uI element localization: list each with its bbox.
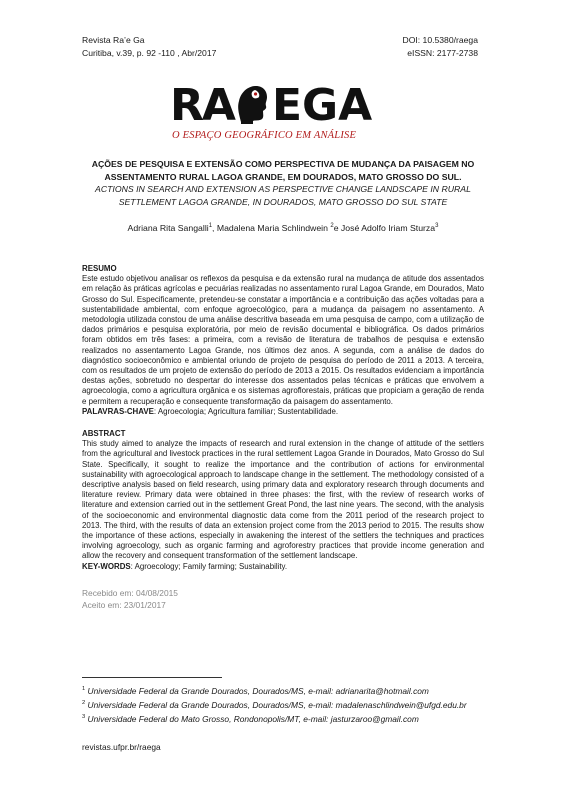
- author-2: , Madalena Maria Schlindwein: [212, 222, 331, 233]
- journal-header-right: [403, 34, 479, 59]
- footnote-text: Universidade Federal do Mato Grosso, Rondonopolis/MT, e-mail: jasturzaroo@gmail.com: [85, 713, 419, 724]
- abstract-keywords-label: KEY-WORDS: [82, 561, 131, 571]
- resumo-heading: RESUMO: [82, 264, 117, 273]
- resumo-keywords: [82, 407, 484, 417]
- footnote-item: [82, 697, 467, 711]
- resumo-keywords-label: PALAVRAS-CHAVE: [82, 406, 154, 416]
- author-list: [82, 220, 484, 234]
- footnote-item: [82, 711, 467, 725]
- abstract-heading: ABSTRACT: [82, 429, 126, 438]
- article-title-pt: AÇÕES DE PESQUISA E EXTENSÃO COMO PERSPECTIVA DE MUDANÇA DA PAISAGEM NO ASSENTAMENTO RURAL LAGOA GRANDE, EM DOURADOS, MATO GROSSO DO SUL.: [91, 159, 475, 182]
- accepted-date: Aceito em: 23/01/2017: [82, 599, 166, 610]
- logo-part-ra: RA: [170, 80, 234, 131]
- received-date: Recebido em: 04/08/2015: [82, 588, 178, 598]
- resumo-section: [82, 264, 484, 417]
- logo-wordmark: [170, 82, 372, 130]
- head-silhouette-icon: [235, 84, 269, 124]
- logo-subtitle: O ESPAÇO GEOGRÁFICO EM ANÁLISE: [172, 130, 357, 141]
- footnote-number: 2: [82, 699, 86, 706]
- page-footer-url: revistas.ufpr.br/raega: [82, 742, 161, 752]
- eissn: eISSN: 2177-2738: [407, 47, 478, 58]
- abstract-section: [82, 429, 484, 572]
- journal-issue: Curitiba, v.39, p. 92 -110 , Abr/2017: [82, 47, 217, 58]
- footnote-text: Universidade Federal da Grande Dourados, Dourados/MS, e-mail: madalenaschlindwein@ufgd.edu.br: [85, 699, 467, 710]
- abstract-keywords-text: : Agroecology; Family farming; Sustainability.: [130, 561, 288, 571]
- author-1: Adriana Rita Sangalli: [127, 222, 209, 233]
- article-title-en: ACTIONS IN SEARCH AND EXTENSION AS PERSPECTIVE CHANGE LANDSCAPE IN RURAL SETTLEMENT LAGOA GRANDE, IN DOURADOS, MATO GROSSO DO SUL STATE: [95, 184, 471, 207]
- footnote-number: 1: [82, 686, 86, 692]
- author-3-affil: 3: [435, 223, 439, 229]
- author-1-affil: 1: [208, 223, 213, 229]
- footnotes: [82, 683, 467, 724]
- journal-header-left: [82, 34, 216, 59]
- abstract-keywords: [82, 562, 484, 572]
- footnote-item: [82, 683, 467, 697]
- doi: DOI: 10.5380/raega: [402, 35, 478, 45]
- footnote-number: 3: [82, 713, 86, 720]
- footnote-divider: [82, 677, 222, 678]
- journal-name: Revista Ra’e Ga: [82, 35, 145, 45]
- resumo-keywords-text: : Agroecologia; Agricultura familiar; Sustentabilidade.: [153, 406, 339, 416]
- submission-dates: [82, 588, 178, 611]
- author-3: e José Adolfo Iriam Sturza: [333, 222, 436, 233]
- journal-logo: [170, 82, 400, 146]
- resumo-body: Este estudo objetivou analisar os reflexos da pesquisa e da extensão rural na mudança de atitude dos assentados em relação às práticas agrícolas e pecuárias realizadas no assentamento rural Lagoa Grande, em Dourados, Mato Grosso do Sul. Especificamente, pretendeu-se constatar a importância e a contribuição das ações voltadas para a sustentabilidade ambiental, com enfoque agroecológico, para a mudança da paisagem no assentamento. A metodologia utilizada constou de uma análise descritiva baseada em uma pesquisa de campo, com a utilização de dados primários e pesquisa exploratória, por meio de revisão documental e bibliográfica. Os dados primários foram obtidos em três fases: a primeira, com a revisão de literatura de trabalhos de pesquisa e extensão realizados no assentamento Lagoa Grande, nos últimos dez anos. A segunda, com a análise de dados do diagnóstico socioeconômico e ambiental oriundo de projeto de pesquisa do período de 2011 a 2013. A terceira, com os resultados de um projeto de extensão do período de 2013 a 2015. Os resultados evidenciam a importância destas ações, sobretudo no despertar do interesse dos assentados pelas técnicas e práticas que envolvem a agroecologia, como a agricultura orgânica e os sistemas agroflorestais, práticas que propiciam a geração de renda e permitem a recuperação e consequente transformação da paisagem do assentamento.: [82, 274, 484, 406]
- abstract-body: This study aimed to analyze the impacts of research and rural extension in the change of attitude of the settlers from the agricultural and livestock practices in the rural settlement Lagoa Grande in Dourados, Mato Grosso do Sul State. Specifically, it sought to realize the importance and the contribution of actions for environmental sustainability with agroecological approach to landscape change in the settlement. The methodology consisted of a descriptive analysis based on field research, using primary data and exploratory research through documents and literature review. Primary data were obtained in three phases: the first, with the review of research works of literature and extension carried out in the settlement Great Pond, the last nine years. The second, with the analysis of the socioeconomic and environmental diagnostic data come from the 2011 period of the research project to 2013. The third, with the results of data an extension project come from the 2013 period to 2015. The results show the importance of these actions, especially in awakening the interest of the settlers the techniques and practices involving agroecology, such as organic farming and agroforestry practices that provide income generation and allow the recovery and consequent transformation of the settlement landscape.: [82, 439, 484, 561]
- footnote-text: Universidade Federal da Grande Dourados, Dourados/MS, e-mail: adrianarita@hotmail.com: [85, 685, 429, 696]
- logo-part-ega: EGA: [271, 80, 373, 131]
- author-2-affil: 2: [330, 223, 334, 229]
